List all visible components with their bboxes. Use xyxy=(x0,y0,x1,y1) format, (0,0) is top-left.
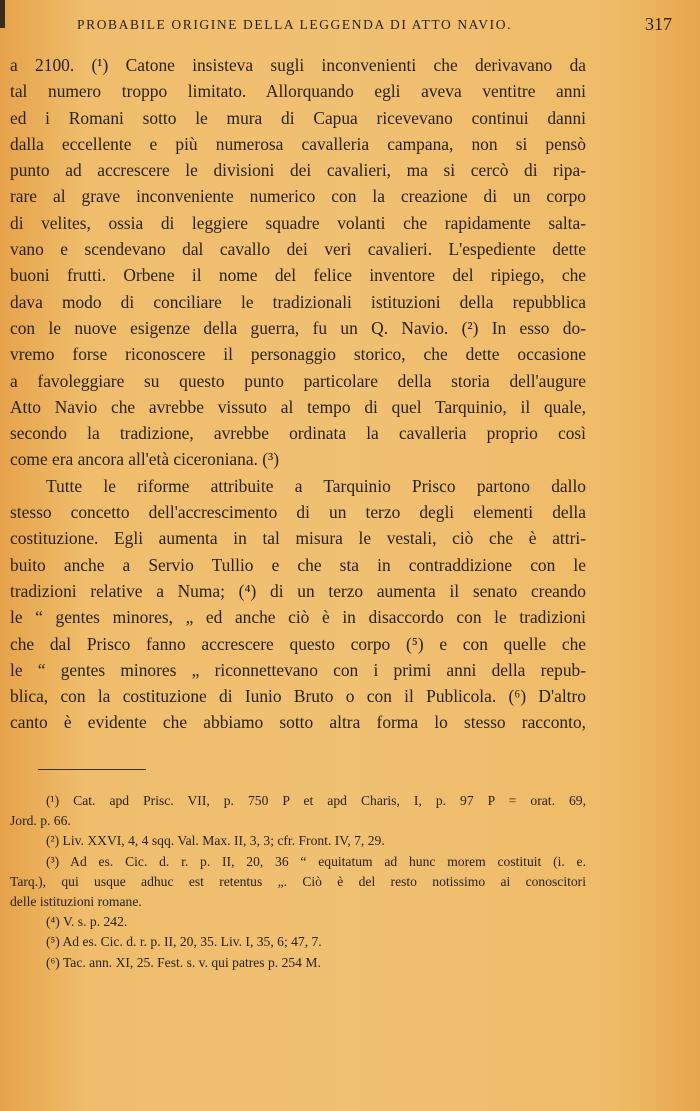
text-line: di velites, ossia di leggiere squadre volanti che rapidamente salta- xyxy=(10,212,586,233)
footnote-line: (³) Ad es. Cic. d. r. p. II, 20, 36 “ equitatum ad hunc morem costituit (i. e. xyxy=(46,853,586,869)
text-line: a favoleggiare su questo punto particolare della storia dell'augure xyxy=(10,370,586,391)
footnote-line: (¹) Cat. apd Prisc. VII, p. 750 P et apd Charis, I, p. 97 P = orat. 69, xyxy=(46,793,586,808)
footnote-line: (⁴) V. s. p. 242. xyxy=(46,914,128,930)
text-line: costituzione. Egli aumenta in tal misura le vestali, ciò che è attri- xyxy=(10,528,586,549)
text-line: dalla eccellente e più numerosa cavalleria campana, non si pensò xyxy=(10,133,586,154)
page-edge-mark xyxy=(0,0,5,28)
text-line: con le nuove esigenze della guerra, fu un Q. Navio. (²) In esso do- xyxy=(10,317,586,338)
text-line: Atto Navio che avrebbe vissuto al tempo di quel Tarquinio, il quale, xyxy=(10,396,586,417)
text-line: le “ gentes minores, „ ed anche ciò è in disaccordo con le tradizioni xyxy=(10,607,586,628)
footnote-line: Jord. p. 66. xyxy=(10,813,71,829)
text-line: tal numero troppo limitato. Allorquando egli aveva ventitre anni xyxy=(10,81,586,102)
footnote-line: (⁶) Tac. ann. XI, 25. Fest. s. v. qui patres p. 254 M. xyxy=(46,954,321,970)
text-line: punto ad accrescere le divisioni dei cavalieri, ma si cercò di ripa- xyxy=(10,160,586,181)
running-title: PROBABILE ORIGINE DELLA LEGGENDA DI ATTO NAVIO. xyxy=(77,17,513,32)
text-line: blica, con la costituzione di Iunio Bruto o con il Publicola. (⁶) D'altro xyxy=(10,686,586,707)
text-line: vano e scendevano dal cavallo dei veri cavalieri. L'espediente dette xyxy=(10,239,586,260)
text-line: rare al grave inconveniente numerico con la creazione di un corpo xyxy=(10,186,586,207)
page-header xyxy=(77,14,672,34)
text-line: buito anche a Servio Tullio e che sta in contraddizione con le xyxy=(10,554,586,575)
text-line: a 2100. (¹) Catone insisteva sugli inconvenienti che derivavano da xyxy=(10,55,586,75)
main-text xyxy=(10,52,586,736)
footnote-line: delle istituzioni romane. xyxy=(10,893,142,909)
text-line: che dal Prisco fanno accrescere questo corpo (⁵) e con quelle che xyxy=(10,633,586,654)
text-line: tradizioni relative a Numa; (⁴) di un terzo aumenta il senato creando xyxy=(10,580,586,601)
text-line: buoni frutti. Orbene il nome del felice inventore del ripiego, che xyxy=(10,265,586,286)
text-line: dava modo di conciliare le tradizionali istituzioni della repubblica xyxy=(10,291,586,312)
footnotes xyxy=(10,791,586,973)
text-line: Tutte le riforme attribuite a Tarquinio Prisco partono dallo xyxy=(46,475,586,496)
footnote-line: (²) Liv. XXVI, 4, 4 sqq. Val. Max. II, 3, 3; cfr. Front. IV, 7, 29. xyxy=(46,833,385,849)
text-line: secondo la tradizione, avrebbe ordinata la cavalleria proprio così xyxy=(10,423,586,444)
text-line: vremo forse riconoscere il personaggio storico, che dette occasione xyxy=(10,344,586,365)
footnote-line: Tarq.), qui usque adhuc est retentus „. Ciò è del resto notissimo ai conoscitori xyxy=(10,873,586,889)
text-line: come era ancora all'età ciceroniana. (³) xyxy=(10,449,280,470)
text-line: stesso concetto dell'accrescimento di un terzo degli elementi della xyxy=(10,502,586,523)
footnote-line: (⁵) Ad es. Cic. d. r. p. II, 20, 35. Liv. I, 35, 6; 47, 7. xyxy=(46,934,322,950)
footnote-separator xyxy=(38,769,146,770)
text-line: canto è evidente che abbiamo sotto altra forma lo stesso racconto, xyxy=(10,712,586,733)
text-line: le “ gentes minores „ riconnettevano con i primi anni della repub- xyxy=(10,659,586,680)
page-number: 317 xyxy=(645,14,672,34)
text-line: ed i Romani sotto le mura di Capua ricevevano continui danni xyxy=(10,107,586,128)
